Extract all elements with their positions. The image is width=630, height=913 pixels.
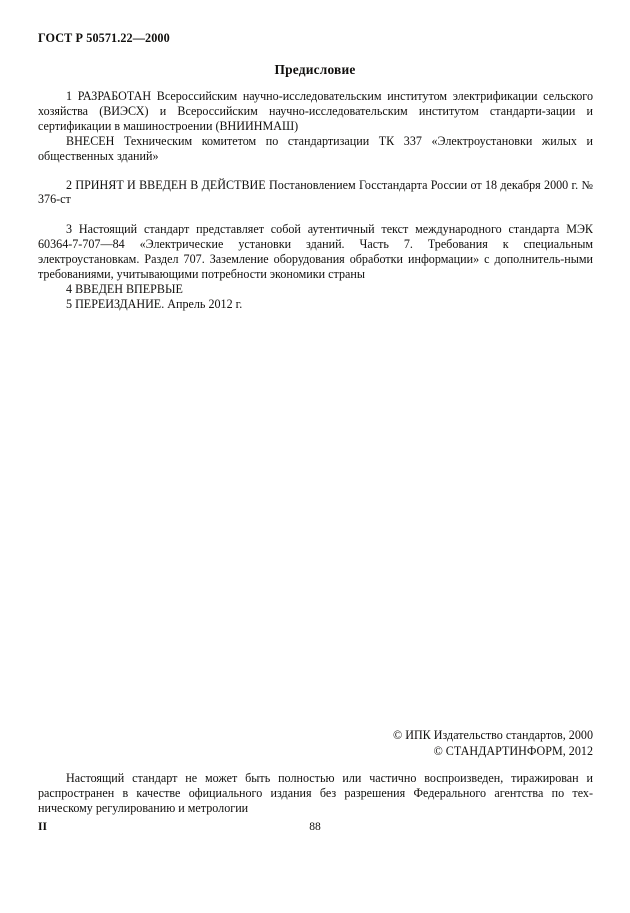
copyright-block [393, 728, 593, 759]
page-title: Предисловие [274, 62, 356, 77]
reproduction-notice-text: Настоящий стандарт не может быть полностью или частично воспроизведен, тиражирован и распространен в качестве официального издания без разрешения Федерального агентства по тех-ническому регулированию и метрологии [38, 771, 593, 815]
copyright-line-publisher: © ИПК Издательство стандартов, 2000 [393, 728, 593, 742]
clause-5-paragraph: 5 ПЕРЕИЗДАНИЕ. Апрель 2012 г. [66, 296, 243, 311]
reproduction-notice [38, 771, 593, 816]
copyright-line-standartinform: © СТАНДАРТИНФОРМ, 2012 [433, 743, 593, 758]
clause-3-paragraph: 3 Настоящий стандарт представляет собой аутентичный текст международного стандарта МЭК 60364-7-707—84 «Электрические установки зданий. Часть 7. Требования к специальным электроустановкам. Раздел 707. Заземление оборудования обработки информации» с дополнитель-ными требованиями, учитывающими потребности экономики страны [38, 222, 593, 282]
clause-4-paragraph: 4 ВВЕДЕН ВПЕРВЫЕ [66, 281, 183, 296]
running-head: ГОСТ Р 50571.22—2000 [38, 31, 170, 45]
clause-1-paragraph: 1 РАЗРАБОТАН Всероссийским научно-исследовательским институтом электрификации сельского хозяйства (ВИЭСХ) и Всероссийским научно-исследовательским институтом стандарти-зации и сертификации в машиностроении (ВНИИНМАШ) [38, 89, 593, 133]
clause-vnesen-paragraph: ВНЕСЕН Техническим комитетом по стандартизации ТК 337 «Электроустановки жилых и общественных зданий» [38, 133, 593, 163]
folio-roman: II [38, 820, 48, 833]
clause-2-paragraph: 2 ПРИНЯТ И ВВЕДЕН В ДЕЙСТВИЕ Постановлением Госстандарта России от 18 декабря 2000 г. № 376-ст [38, 177, 593, 207]
folio-page-number: 88 [309, 820, 321, 833]
body-text-column [38, 89, 593, 312]
